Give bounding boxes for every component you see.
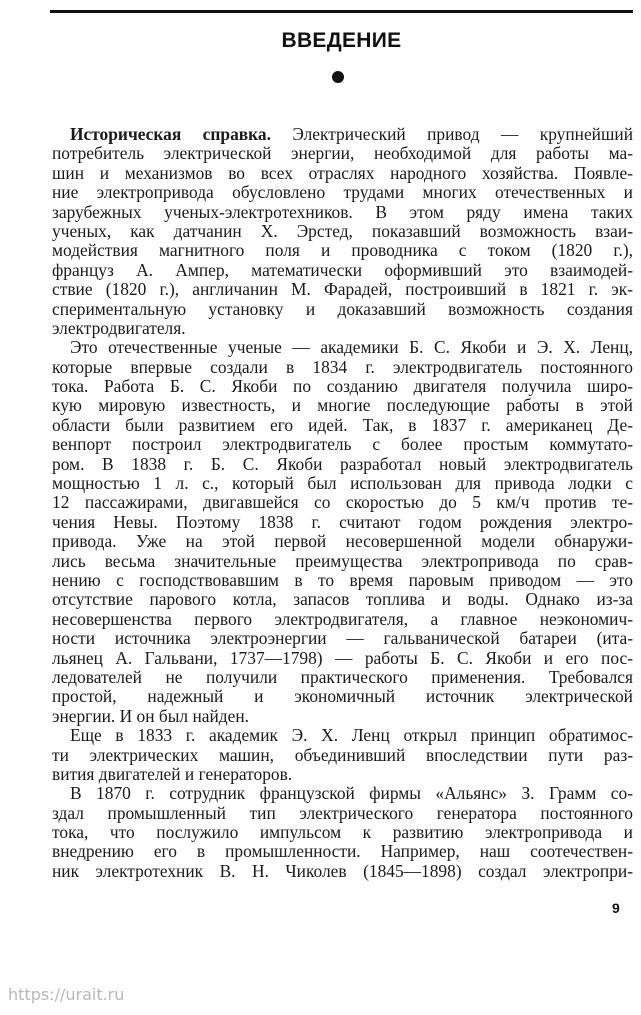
text-line bbox=[52, 668, 633, 687]
text-line-content: потребитель электрической энергии, необходимой для работы ма- bbox=[52, 144, 633, 164]
text-line bbox=[70, 784, 633, 803]
text-line bbox=[52, 435, 633, 454]
text-line bbox=[52, 842, 633, 861]
text-line-content: ученых, как датчанин Х. Эрстед, показавший возможность взаи- bbox=[52, 221, 633, 241]
text-line bbox=[52, 862, 633, 881]
text-line-content: ром. В 1838 г. Б. С. Якоби разработал новый электродвигатель bbox=[52, 454, 633, 474]
text-line bbox=[52, 765, 633, 784]
text-line bbox=[52, 493, 633, 512]
text-line-content: Электрический привод — крупнейший bbox=[270, 125, 633, 144]
text-line-content: чения Невы. Поэтому 1838 г. считают годом рождения электро- bbox=[52, 512, 633, 532]
text-line bbox=[52, 687, 633, 706]
text-line bbox=[52, 183, 633, 202]
page-number: 9 bbox=[612, 900, 620, 916]
text-line-content: простой, надежный и экономичный источник электрической bbox=[52, 687, 633, 707]
text-line-content: Это отечественные ученые — академики Б. С. Якоби и Э. Х. Ленц, bbox=[70, 338, 633, 358]
text-line-content: кую мировую известность, и многие последующие работы в этой bbox=[52, 396, 633, 416]
text-line bbox=[52, 474, 633, 493]
text-line bbox=[52, 455, 633, 474]
text-line-content: ти электрических машин, объединивший впоследствии пути раз- bbox=[52, 745, 633, 765]
text-line bbox=[52, 300, 633, 319]
text-line-content: Еще в 1833 г. академик Э. Х. Ленц открыл принцип обратимос- bbox=[70, 726, 633, 746]
text-line-content: несовершенства первого электродвигателя, а главное неэкономич- bbox=[52, 609, 633, 629]
text-line-content: здал промышленный тип электрического генератора постоянного bbox=[52, 803, 633, 823]
text-line-content: француз А. Ампер, математически оформивший это взаимодей- bbox=[52, 260, 633, 280]
text-line bbox=[52, 629, 633, 648]
text-line-content: 12 пассажирами, двигавшейся со скоростью до 5 км/ч против те- bbox=[52, 493, 633, 513]
text-line-content: В 1870 г. сотрудник французской фирмы «Альянс» З. Грамм со- bbox=[70, 784, 633, 804]
text-line-content: спериментальную установку и доказавший возможность создания bbox=[52, 299, 633, 319]
text-line-content: электродвигателя. bbox=[52, 318, 186, 338]
text-line-content: ствие (1820 г.), англичанин М. Фарадей, построивший в 1821 г. эк- bbox=[52, 280, 633, 300]
text-line-content: ледователей не получили практического применения. Требовался bbox=[52, 667, 633, 687]
text-line bbox=[52, 707, 633, 726]
text-line-content: внедрению его в промышленности. Например, наш соотечествен- bbox=[52, 842, 633, 862]
watermark-url[interactable]: https://urait.ru bbox=[8, 985, 125, 1004]
text-line bbox=[70, 125, 633, 144]
text-line bbox=[52, 203, 633, 222]
body-text bbox=[52, 125, 633, 881]
text-line bbox=[70, 726, 633, 745]
text-line bbox=[52, 222, 633, 241]
text-line bbox=[52, 280, 633, 299]
text-line bbox=[52, 144, 633, 163]
text-line bbox=[52, 571, 633, 590]
text-line bbox=[52, 532, 633, 551]
bullet-ornament bbox=[332, 71, 344, 83]
text-line-content: ние электропривода обусловлено трудами многих отечественных и bbox=[52, 183, 633, 203]
text-line bbox=[52, 261, 633, 280]
lead-term: Историческая справка. bbox=[70, 125, 271, 144]
text-line bbox=[52, 823, 633, 842]
text-line-content: зарубежных ученых-электротехников. В этом ряду имена таких bbox=[52, 202, 633, 222]
text-line-content: ник электротехник В. Н. Чиколев (1845—1898) создал электропри- bbox=[52, 861, 633, 881]
text-line-content: ности источника электроэнергии — гальванической батареи (ита- bbox=[52, 629, 633, 649]
text-line bbox=[52, 416, 633, 435]
text-line-content: модействия магнитного поля и проводника с током (1820 г.), bbox=[52, 241, 633, 261]
text-line bbox=[52, 377, 633, 396]
text-line-content: льянец А. Гальвани, 1737—1798) — работы Б. С. Якоби и его пос- bbox=[52, 648, 633, 668]
top-rule bbox=[50, 10, 633, 13]
text-line-content: лись весьма значительные преимущества электропривода по срав- bbox=[52, 551, 633, 571]
text-line-content: тока, что послужило импульсом к развитию электропривода и bbox=[52, 823, 633, 843]
text-line bbox=[52, 358, 633, 377]
text-line-content: шин и механизмов во всех отраслях народного хозяйства. Появле- bbox=[52, 163, 633, 183]
text-line bbox=[52, 396, 633, 415]
text-line-content: венпорт построил электродвигатель с более простым коммутато- bbox=[52, 435, 633, 455]
text-line-content: которые впервые создали в 1834 г. электродвигатель постоянного bbox=[52, 357, 633, 377]
text-line bbox=[52, 746, 633, 765]
text-line bbox=[52, 590, 633, 609]
text-line bbox=[52, 513, 633, 532]
text-line bbox=[52, 319, 633, 338]
text-line-content: нению с господствовавшим в то время паровым приводом — это bbox=[52, 570, 633, 590]
text-line bbox=[52, 164, 633, 183]
text-line-content: вития двигателей и генераторов. bbox=[52, 764, 293, 784]
chapter-heading: ВВЕДЕНИЕ bbox=[281, 29, 402, 52]
text-line bbox=[52, 552, 633, 571]
text-line-content: энергии. И он был найден. bbox=[52, 706, 249, 726]
text-line bbox=[52, 649, 633, 668]
text-line bbox=[52, 610, 633, 629]
text-line bbox=[52, 241, 633, 260]
text-line bbox=[52, 804, 633, 823]
text-line-content: мощностью 1 л. с., который был использован для привода лодки с bbox=[52, 474, 633, 494]
text-line-content: отсутствие парового котла, запасов топлива и воды. Однако из-за bbox=[52, 590, 633, 610]
text-line-content: привода. Уже на этой первой несовершенной модели обнаружи- bbox=[52, 532, 633, 552]
text-line bbox=[70, 338, 633, 357]
text-line-content: тока. Работа Б. С. Якоби по созданию двигателя получила широ- bbox=[52, 377, 633, 397]
text-line-content: области были развитием его идей. Так, в 1837 г. американец Де- bbox=[52, 415, 633, 435]
